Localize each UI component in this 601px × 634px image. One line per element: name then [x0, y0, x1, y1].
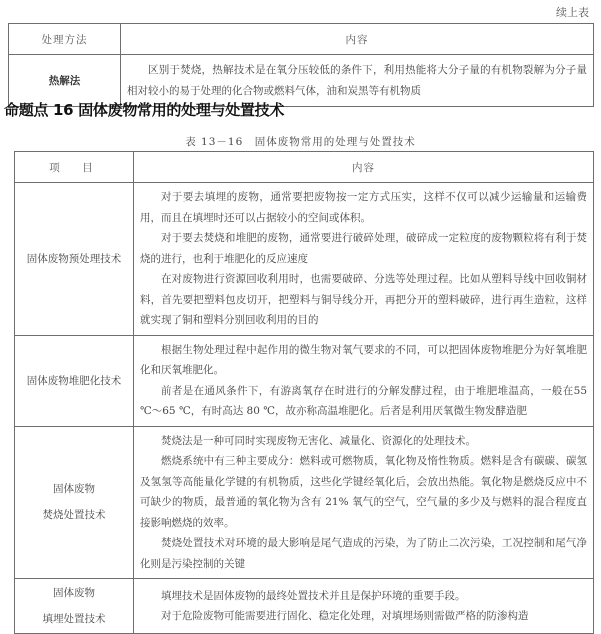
- content-paragraph: 对于要去填埋的废物，通常要把废物按一定方式压实，这样不仅可以减少运输量和运输费用，而且在填埋时还可以占据较小的空间或体积。: [140, 191, 587, 224]
- row-content-composting: [134, 335, 594, 426]
- content-paragraph: 燃烧系统中有三种主要成分：燃料或可燃物质，氧化物及惰性物质。燃料是含有碳碳、碳氢及氢氢等高能量化学键的有机物质，这些化学键经氧化后，会放出热能。氧化物是燃烧反应中不可缺少的物质，最普通的氧化物为含有 21% 氧气的空气，空气量的多少及与燃料的混合程度直接影响燃烧的效率。: [140, 455, 587, 529]
- content-paragraph: 区别于焚烧，热解技术是在氧分压较低的条件下，利用热能将大分子量的有机物裂解为分子量相对较小的易于处理的化合物或燃料气体，油和炭黑等有机物质: [127, 64, 587, 97]
- row-label-line: 固体废物: [53, 483, 95, 496]
- row-label-line: 焚烧处置技术: [42, 509, 106, 522]
- row-label-line: 填埋处置技术: [42, 613, 106, 625]
- row-label-landfill: [15, 579, 134, 634]
- content-paragraph: 焚烧法是一种可同时实现废物无害化、减量化、资源化的处理技术。: [161, 434, 476, 447]
- table-header-row: [9, 24, 594, 55]
- content-paragraph: 前者是在通风条件下，有游离氧存在时进行的分解发酵过程，由于堆肥堆温高，一般在55 ℃～65 ℃，有时高达 80 ℃，故亦称高温堆肥化。后者是利用厌氧微生物发酵造肥: [140, 384, 587, 417]
- column-header-content: 内容: [121, 24, 594, 55]
- table-row: [15, 426, 594, 579]
- continued-table-label: 续上表: [556, 6, 589, 19]
- row-label-line: 固体废物: [53, 587, 95, 599]
- content-paragraph: 对于危险废物可能需要进行固化、稳定化处理，对填埋场则需做严格的防渗构造: [161, 610, 529, 622]
- row-content-pretreatment: [134, 183, 594, 336]
- section-heading: 命题点 16 固体废物常用的处理与处置技术: [4, 101, 285, 119]
- table-row: [15, 335, 594, 426]
- table-row: [15, 183, 594, 336]
- content-paragraph: 对于要去焚烧和堆肥的废物，通常要进行破碎处理，破碎成一定粒度的废物颗粒将有利于焚烧的进行，也利于堆肥化的反应速度: [140, 232, 587, 265]
- content-paragraph: 根据生物处理过程中起作用的微生物对氧气要求的不同，可以把固体废物堆肥分为好氧堆肥化和厌氧堆肥化。: [140, 343, 587, 376]
- row-label-pyrolysis: 热解法: [9, 55, 121, 107]
- column-header-content: 内容: [134, 152, 594, 183]
- column-header-method: 处理方法: [9, 24, 121, 55]
- row-content-landfill: [134, 579, 594, 634]
- table-header-row: [15, 152, 594, 183]
- table-caption: 表 13－16 固体废物常用的处理与处置技术: [185, 136, 416, 148]
- content-paragraph: 填埋技术是固体废物的最终处置技术并且是保护环境的重要手段。: [161, 589, 466, 602]
- treatment-disposal-table: [14, 151, 594, 634]
- row-label-composting: 固体废物堆肥化技术: [15, 335, 134, 426]
- row-content-incineration: [134, 426, 594, 579]
- continued-table: [8, 23, 594, 107]
- column-header-item: 项 目: [15, 152, 134, 183]
- content-paragraph: 焚烧处置技术对环境的最大影响是尾气造成的污染，为了防止二次污染，工况控制和尾气净化则是污染控制的关键: [140, 537, 587, 570]
- row-label-incineration: [15, 426, 134, 579]
- table-row: [15, 579, 594, 634]
- content-paragraph: 在对废物进行资源回收利用时，也需要破碎、分选等处理过程。比如从塑料导线中回收铜材料，首先要把塑料包皮切开，把塑料与铜导线分开，再把分开的塑料破碎，进行再生造粒，这样就实现了铜和塑料分别回收利用的目的: [140, 273, 587, 326]
- row-label-pretreatment: 固体废物预处理技术: [15, 183, 134, 336]
